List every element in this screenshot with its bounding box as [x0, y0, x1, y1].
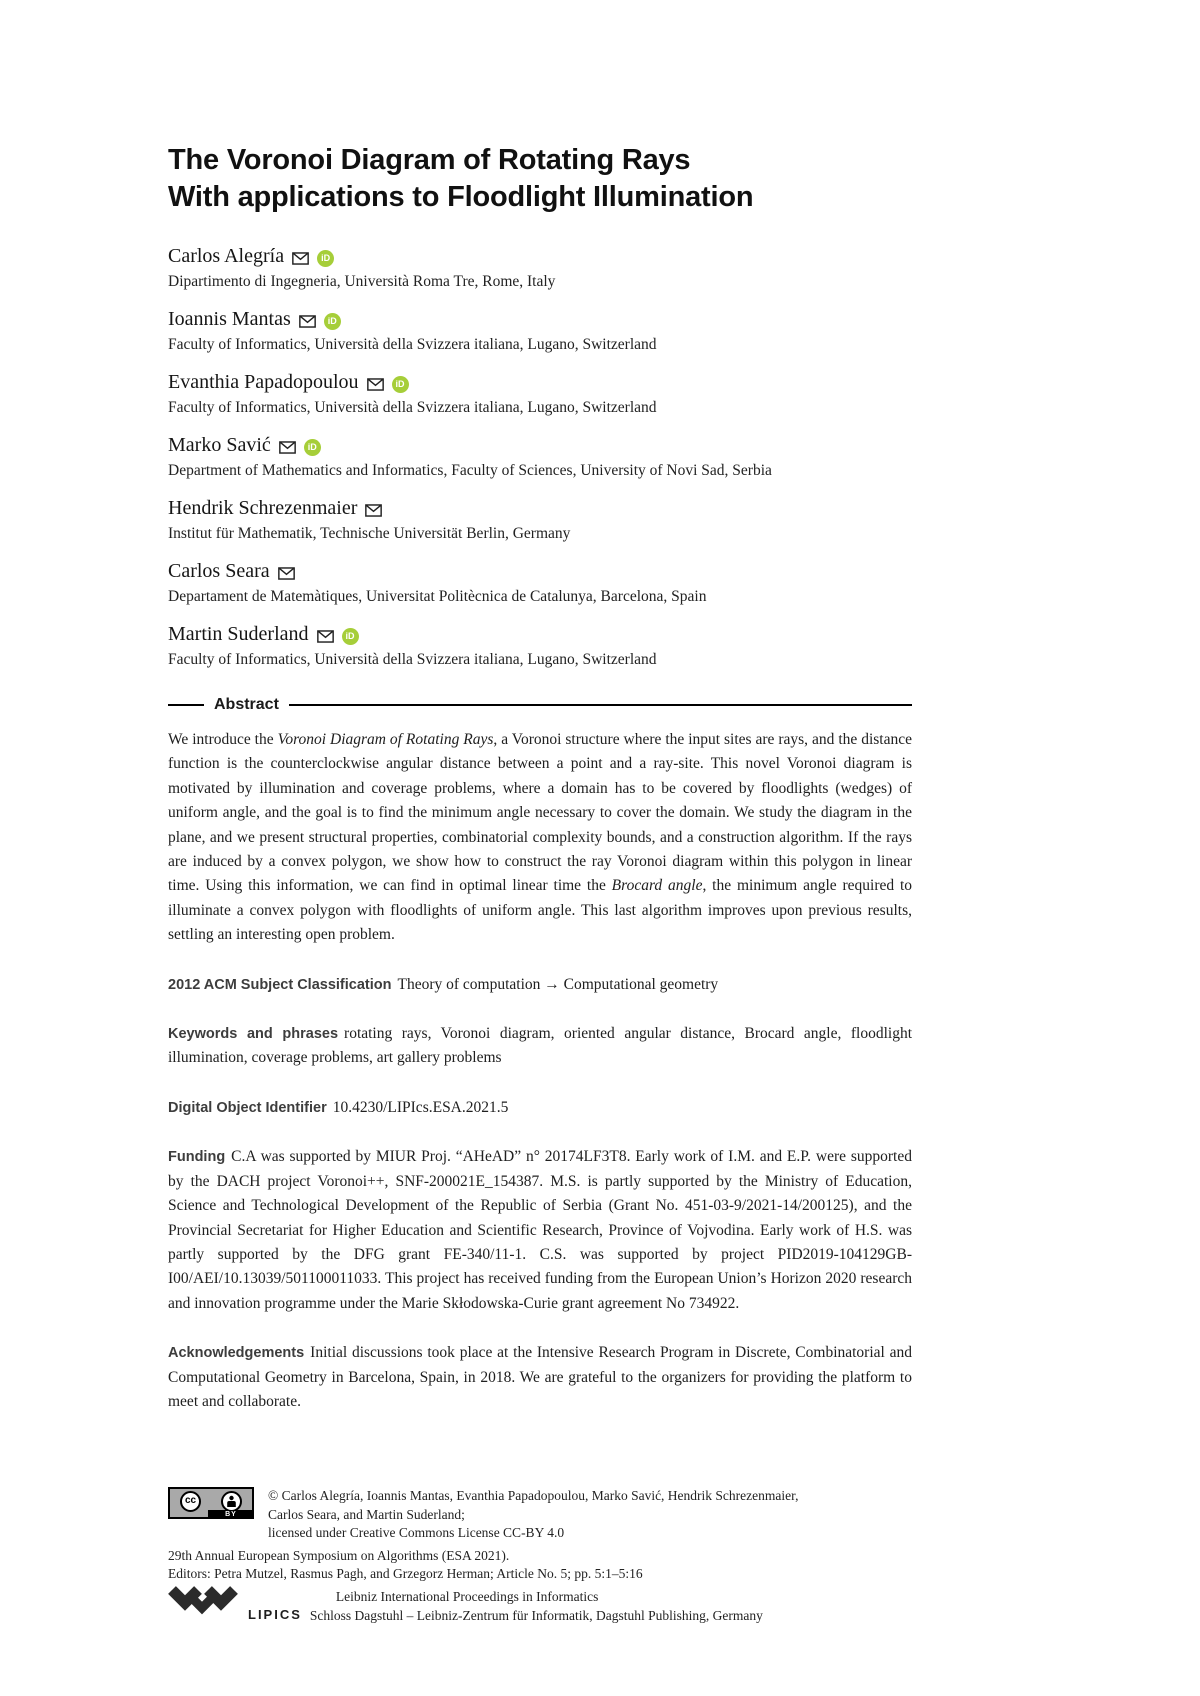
keywords-value: rotating rays, Voronoi diagram, oriented angular distance, Brocard angle, floodlight illumination, coverage problems, art gallery problems [168, 1025, 913, 1067]
author-block [168, 307, 912, 355]
email-icon[interactable] [279, 441, 296, 454]
abstract-text: , the minimum angle required to illuminate a convex polygon with floodlights of uniform angle. This last algorithm improves upon previous results, settling an interesting open problem. [168, 877, 913, 944]
keywords-label: Keywords and phrases [168, 1026, 339, 1043]
acm-classification-value: Theory of computation → Computational geometry [397, 975, 719, 993]
page-title [168, 142, 912, 216]
author-affiliation: Dipartimento di Ingegneria, Università Roma Tre, Rome, Italy [168, 273, 556, 290]
funding-text: C.A was supported by MIUR Proj. “AHeAD” n° 20174LF3T8. Early work of I.M. and E.P. were supported by the DACH project Voronoi++, SNF-200021E_154387. M.S. is partly supported by the Ministry of Education, Science and Technological Development of the Republic of Serbia (Grant No. 451-03-9/2021-14/200125), and the Provincial Secretariat for Higher Education and Scientific Research, Province of Vojvodina. Early work of H.S. was partly supported by the DFG grant FE-340/11-1. C.S. was supported by project PID2019-104129GB-I00/AEI/10.13039/501100011033. This project has received funding from the European Union’s Horizon 2020 research and innovation programme under the Marie Skłodowska-Curie grant agreement No 734922. [168, 1148, 912, 1312]
abstract-heading: Abstract [214, 696, 279, 713]
publication-info [168, 1547, 948, 1584]
author-block [168, 370, 912, 418]
orcid-icon-label: iD [327, 316, 337, 326]
funding [168, 1145, 912, 1316]
email-icon[interactable] [299, 315, 316, 328]
author-list [168, 244, 912, 670]
lipics-logo-icon [168, 1586, 240, 1626]
paper-content [168, 142, 912, 1414]
cc-icon [180, 1491, 201, 1512]
title-line-1: The Voronoi Diagram of Rotating Rays [168, 144, 691, 176]
person-icon [221, 1491, 242, 1512]
email-icon[interactable] [317, 630, 334, 643]
copyright-line-1: © Carlos Alegría, Ioannis Mantas, Evanthia Papadopoulou, Marko Savić, Hendrik Schrezenmaier, [268, 1488, 799, 1503]
author-name: Marko Savić [168, 434, 271, 456]
orcid-icon[interactable] [342, 628, 359, 645]
publisher-line: Schloss Dagstuhl – Leibniz-Zentrum für Informatik, Dagstuhl Publishing, Germany [309, 1607, 763, 1623]
orcid-icon-label: iD [395, 379, 405, 389]
orcid-icon-label: iD [321, 253, 331, 263]
author-block [168, 433, 912, 481]
email-icon[interactable] [278, 567, 295, 580]
lipics-block [168, 1586, 948, 1626]
doi-label: Digital Object Identifier [168, 1099, 327, 1116]
author-block [168, 496, 912, 544]
doi [168, 1096, 912, 1120]
lipics-wordmark: LIPICS [248, 1606, 302, 1622]
acknowledgements [168, 1341, 912, 1414]
author-affiliation: Institut für Mathematik, Technische Universität Berlin, Germany [168, 525, 571, 542]
author-affiliation: Department of Mathematics and Informatics, Faculty of Sciences, University of Novi Sad, Serbia [168, 462, 772, 479]
acknowledgements-text: Initial discussions took place at the Intensive Research Program in Discrete, Combinatorial and Computational Geometry in Barcelona, Spain, in 2018. We are grateful to the organizers for providing the platform to meet and collaborate. [168, 1344, 912, 1410]
abstract-divider [168, 696, 912, 714]
doi-value[interactable]: 10.4230/LIPIcs.ESA.2021.5 [332, 1098, 509, 1116]
funding-label: Funding [168, 1149, 226, 1166]
author-name: Carlos Alegría [168, 245, 285, 267]
orcid-icon[interactable] [392, 376, 409, 393]
title-line-2: With applications to Floodlight Illumination [168, 181, 754, 213]
orcid-icon[interactable] [304, 439, 321, 456]
editors-line: Editors: Petra Mutzel, Rasmus Pagh, and Grzegorz Herman; Article No. 5; pp. 5:1–5:16 [168, 1566, 643, 1581]
copyright-line-2: Carlos Seara, and Martin Suderland; [268, 1506, 465, 1522]
email-icon[interactable] [365, 504, 382, 517]
footer [168, 1487, 948, 1625]
author-affiliation: Faculty of Informatics, Università della Svizzera italiana, Lugano, Switzerland [168, 651, 657, 668]
orcid-icon[interactable] [324, 313, 341, 330]
author-affiliation: Faculty of Informatics, Università della Svizzera italiana, Lugano, Switzerland [168, 399, 657, 416]
divider-line-right [289, 704, 912, 706]
abstract-paragraph [168, 728, 912, 948]
orcid-icon[interactable] [317, 250, 334, 267]
author-affiliation: Faculty of Informatics, Università della Svizzera italiana, Lugano, Switzerland [168, 336, 657, 353]
cc-icon-label: cc [184, 1495, 197, 1507]
divider-line-left [168, 704, 204, 706]
abstract-italic-term: Brocard angle [611, 877, 703, 895]
series-line: Leibniz International Proceedings in Informatics [335, 1589, 599, 1604]
abstract-italic-term: Voronoi Diagram of Rotating Rays [277, 731, 494, 748]
abstract-text: , a Voronoi structure where the input sites are rays, and the distance function is the counterclockwise angular distance between a point and a ray-site. This novel Voronoi diagram is motivated by illumination and coverage problems, where a domain has to be covered by floodlights (wedges) of uniform angle, and the goal is to find the minimum angle necessary to cover the domain. We study the diagram in the plane, and we present structural properties, combinatorial complexity bounds, and a construction algorithm. If the rays are induced by a convex polygon, we show how to construct the ray Voronoi diagram within this polygon in linear time. Using this information, we can find in optimal linear time the [168, 731, 912, 895]
acknowledgements-label: Acknowledgements [168, 1345, 305, 1362]
orcid-icon-label: iD [345, 631, 355, 641]
author-block [168, 622, 912, 670]
acm-classification [168, 973, 912, 997]
author-affiliation: Departament de Matemàtiques, Universitat Politècnica de Catalunya, Barcelona, Spain [168, 588, 707, 605]
author-name: Carlos Seara [168, 560, 270, 582]
license-line: licensed under Creative Commons License CC-BY 4.0 [268, 1525, 565, 1540]
series-info [310, 1588, 763, 1625]
copyright-block [268, 1487, 798, 1543]
email-icon[interactable] [292, 252, 309, 265]
author-name: Hendrik Schrezenmaier [168, 497, 358, 519]
author-name: Evanthia Papadopoulou [168, 371, 359, 393]
author-name: Ioannis Mantas [168, 308, 291, 330]
author-block [168, 244, 912, 292]
acm-classification-label: 2012 ACM Subject Classification [168, 976, 392, 993]
abstract-text: We introduce the [168, 731, 278, 748]
cc-by-badge[interactable] [168, 1487, 254, 1519]
keywords [168, 1022, 912, 1071]
by-bar: BY [208, 1510, 254, 1519]
email-icon[interactable] [367, 378, 384, 391]
author-name: Martin Suderland [168, 623, 309, 645]
orcid-icon-label: iD [307, 442, 317, 452]
conference-line: 29th Annual European Symposium on Algorithms (ESA 2021). [168, 1547, 510, 1563]
author-block [168, 559, 912, 607]
